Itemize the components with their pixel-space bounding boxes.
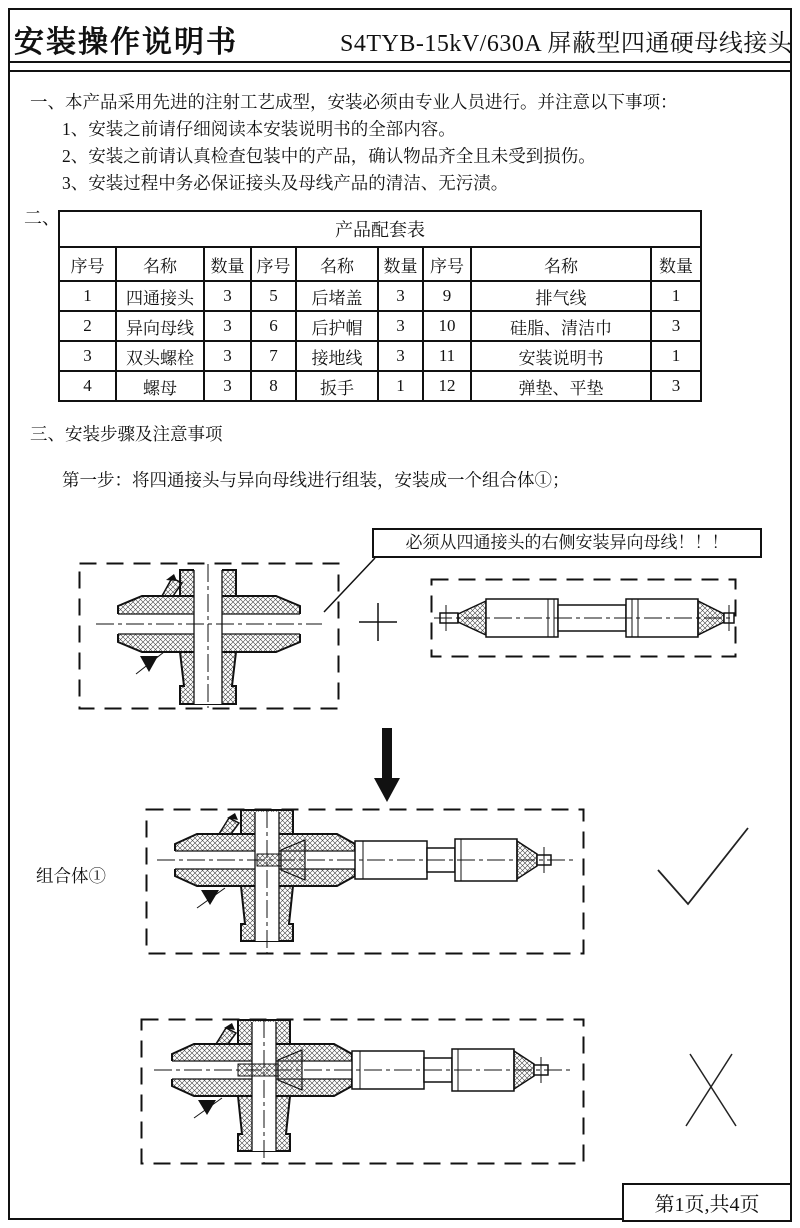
x-mark-icon xyxy=(676,1050,748,1130)
cell-qty: 3 xyxy=(378,281,423,311)
header-double-rule xyxy=(8,70,792,72)
assembly-label: 组合体① xyxy=(36,866,106,886)
notice-intro: 一、本产品采用先进的注射工艺成型，安装必须由专业人员进行。并注意以下事项： xyxy=(30,92,678,112)
four-way-connector-diagram xyxy=(78,562,340,710)
cell-part: 安装说明书 xyxy=(471,341,651,371)
notice-item-2: 2、安装之前请认真检查包装中的产品，确认物品齐全且未受到损伤。 xyxy=(62,146,596,166)
notice-item-3: 3、安装过程中务必保证接头及母线产品的清洁、无污渍。 xyxy=(62,173,509,193)
col-header: 序号 xyxy=(59,247,116,281)
plus-icon xyxy=(356,600,400,644)
col-header: 名称 xyxy=(471,247,651,281)
busbar-diagram xyxy=(430,578,737,658)
table-row xyxy=(59,371,701,401)
cell-part: 后护帽 xyxy=(296,311,378,341)
header xyxy=(8,8,792,63)
parts-section-label: 二、 xyxy=(24,208,60,228)
table-title: 产品配套表 xyxy=(59,211,701,247)
down-arrow-icon xyxy=(372,726,402,804)
table-row xyxy=(59,281,701,311)
cell-seq: 7 xyxy=(251,341,296,371)
cell-seq: 4 xyxy=(59,371,116,401)
cell-seq: 10 xyxy=(423,311,471,341)
col-header: 序号 xyxy=(251,247,296,281)
col-header: 序号 xyxy=(423,247,471,281)
table-row xyxy=(59,311,701,341)
cell-part: 螺母 xyxy=(116,371,204,401)
cell-part: 接地线 xyxy=(296,341,378,371)
cell-qty: 3 xyxy=(651,311,701,341)
cell-seq: 5 xyxy=(251,281,296,311)
parts-table xyxy=(58,210,702,402)
col-header: 名称 xyxy=(296,247,378,281)
table-row xyxy=(59,341,701,371)
assembly-diagram-correct xyxy=(145,808,585,955)
cell-qty: 1 xyxy=(651,341,701,371)
cell-qty: 3 xyxy=(204,371,251,401)
cell-seq: 8 xyxy=(251,371,296,401)
col-header: 数量 xyxy=(378,247,423,281)
page-number-box xyxy=(622,1183,792,1222)
col-header: 名称 xyxy=(116,247,204,281)
steps-section-title: 三、安装步骤及注意事项 xyxy=(30,424,223,444)
cell-part: 弹垫、平垫 xyxy=(471,371,651,401)
cell-seq: 3 xyxy=(59,341,116,371)
col-header: 数量 xyxy=(651,247,701,281)
cell-seq: 12 xyxy=(423,371,471,401)
cell-qty: 3 xyxy=(378,311,423,341)
warning-callout: 必须从四通接头的右侧安装异向母线！！！ xyxy=(372,528,762,558)
col-header: 数量 xyxy=(204,247,251,281)
cell-qty: 3 xyxy=(204,311,251,341)
cell-qty: 1 xyxy=(378,371,423,401)
cell-qty: 3 xyxy=(378,341,423,371)
assembly-diagram-wrong xyxy=(140,1018,585,1165)
cell-part: 双头螺栓 xyxy=(116,341,204,371)
cell-seq: 2 xyxy=(59,311,116,341)
table-header-row xyxy=(59,247,701,281)
cell-part: 排气线 xyxy=(471,281,651,311)
table-title-row xyxy=(59,211,701,247)
page-number: 第1页,共4页 xyxy=(654,1194,760,1216)
cell-part: 异向母线 xyxy=(116,311,204,341)
step1-text: 第一步：将四通接头与异向母线进行组装，安装成一个组合体①； xyxy=(62,470,570,490)
cell-seq: 9 xyxy=(423,281,471,311)
cell-part: 硅脂、清洁巾 xyxy=(471,311,651,341)
cell-part: 后堵盖 xyxy=(296,281,378,311)
cell-qty: 3 xyxy=(204,281,251,311)
cell-seq: 11 xyxy=(423,341,471,371)
cell-qty: 3 xyxy=(651,371,701,401)
check-mark-icon xyxy=(650,818,755,910)
cell-qty: 1 xyxy=(651,281,701,311)
notice-item-1: 1、安装之前请仔细阅读本安装说明书的全部内容。 xyxy=(62,119,456,139)
cell-part: 四通接头 xyxy=(116,281,204,311)
cell-part: 扳手 xyxy=(296,371,378,401)
cell-qty: 3 xyxy=(204,341,251,371)
cell-seq: 1 xyxy=(59,281,116,311)
doc-title: 安装操作说明书 xyxy=(14,26,238,59)
cell-seq: 6 xyxy=(251,311,296,341)
product-title: S4TYB-15kV/630A 屏蔽型四通硬母线接头 xyxy=(340,31,793,57)
